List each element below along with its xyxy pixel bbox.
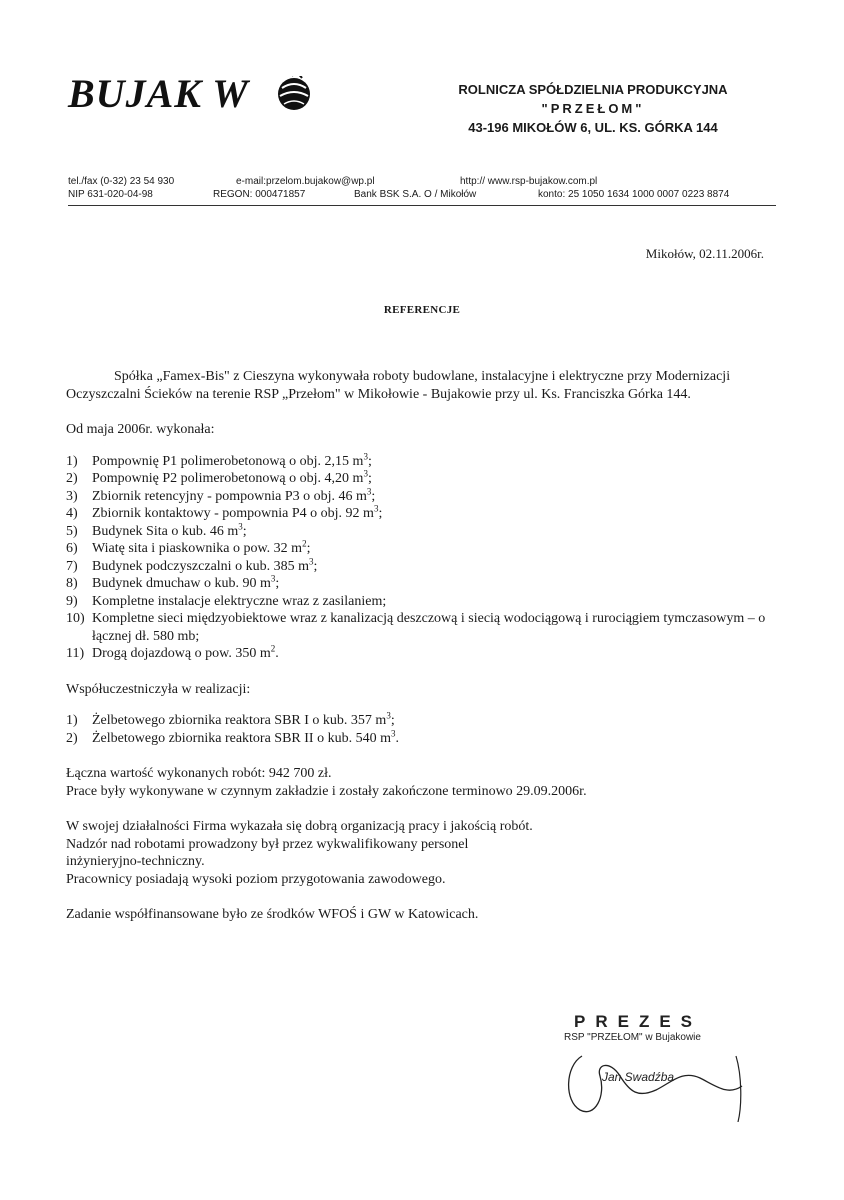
intro-paragraph: Spółka „Famex-Bis" z Cieszyna wykonywała roboty budowlane, instalacyjne i elektryczne przy Modernizacji Oczyszczalni Ścieków na terenie RSP „Przełom" w Mikołowie - Bujakowie przy ul. Ks. Franciszka Górka 144.: [66, 369, 731, 402]
list-punct: .: [275, 646, 279, 661]
quality-line: inżynieryjno-techniczny.: [66, 854, 205, 869]
contact-email: e-mail:przelom.bujakow@wp.pl: [236, 176, 375, 187]
list-punct: .: [395, 730, 399, 746]
logo-text: BUJAK W: [68, 71, 249, 116]
contact-account: konto: 25 1050 1634 1000 0007 0223 8874: [538, 189, 730, 200]
list-number: 9): [66, 593, 78, 609]
list-item: [66, 505, 766, 523]
list-item: [66, 470, 766, 488]
contact-nip: NIP 631-020-04-98: [68, 189, 153, 200]
list-number: 3): [66, 488, 78, 504]
company-header: [428, 80, 758, 137]
list-item: [66, 555, 766, 576]
list-punct: ;: [313, 558, 318, 574]
list-number: 2): [66, 471, 78, 486]
unit-exponent: 2: [270, 643, 276, 654]
list-number: 1): [66, 713, 78, 728]
quality-line: Pracownicy posiadają wysoki poziom przygotowania zawodowego.: [66, 871, 446, 887]
list-text: Pompownię P1 polimerobetonową o obj. 2,15 m: [92, 453, 364, 469]
company-logo: [68, 70, 358, 120]
company-address: 43-196 MIKOŁÓW 6, UL. KS. GÓRKA 144: [468, 120, 718, 135]
list-item: [66, 485, 766, 506]
unit-exponent: 3: [390, 727, 396, 738]
value-line: Łączna wartość wykonanych robót: 942 700 zł.: [66, 766, 332, 781]
unit-exponent: 3: [363, 450, 368, 461]
list-number: 5): [66, 523, 78, 539]
list-punct: ;: [275, 576, 280, 591]
list-punct: ;: [378, 506, 383, 521]
contact-tel: tel./fax (0-32) 23 54 930: [68, 176, 175, 187]
works-list: [66, 450, 766, 663]
quality-line: Nadzór nad robotami prowadzony był przez wykwalifikowany personel: [66, 836, 469, 852]
list-item: [66, 575, 766, 593]
list-text: Żelbetowego zbiornika reaktora SBR II o kub. 540 m: [92, 730, 391, 746]
contact-web: http:// www.rsp-bujakow.com.pl: [460, 176, 598, 187]
logo-ball-icon: [276, 76, 312, 112]
list-number: 11): [66, 646, 85, 661]
unit-exponent: 2: [302, 538, 307, 549]
company-name: ROLNICZA SPÓŁDZIELNIA PRODUKCYJNA: [458, 82, 728, 97]
list-text: Żelbetowego zbiornika reaktora SBR I o kub. 357 m: [92, 713, 387, 728]
list-item: [66, 610, 766, 645]
stamp-title: PREZES: [574, 1012, 703, 1031]
unit-exponent: 3: [308, 555, 314, 566]
contact-regon: REGON: 000471857: [213, 189, 306, 200]
list-number: 6): [66, 541, 78, 556]
list-number: 2): [66, 730, 78, 746]
quality-line: W swojej działalności Firma wykazała się dobrą organizacją pracy i jakością robót.: [66, 819, 533, 834]
list-text: Budynek Sita o kub. 46 m: [92, 523, 239, 539]
list-text: Kompletne sieci międzyobiektowe wraz z kanalizacją deszczową i siecią wodociągową i rurociągiem tymczasowym – o łącznej dł. 580 mb;: [92, 611, 766, 644]
list-item: [66, 645, 766, 663]
document-date: Mikołów, 02.11.2006r.: [645, 246, 764, 261]
unit-exponent: 3: [373, 503, 379, 514]
stamp-org: RSP "PRZEŁOM" w Bujakowie: [564, 1032, 701, 1043]
list-text: Zbiornik kontaktowy - pompownia P4 o obj. 92 m: [92, 506, 374, 521]
unit-exponent: 3: [238, 520, 243, 531]
company-brand: "PRZEŁOM": [541, 101, 645, 116]
list-text: Budynek dmuchaw o kub. 90 m: [92, 576, 271, 591]
header-divider: [68, 205, 776, 206]
list-item: [66, 540, 766, 558]
list-text: Zbiornik retencyjny - pompownia P3 o obj. 46 m: [92, 488, 367, 504]
list-item: [66, 727, 766, 748]
list-number: 10): [66, 611, 85, 626]
list-item: [66, 712, 766, 730]
completion-line: Prace były wykonywane w czynnym zakładzie i zostały zakończone terminowo 29.09.2006r.: [66, 783, 587, 799]
list-number: 7): [66, 558, 78, 574]
list-item: [66, 593, 766, 611]
contact-info: [68, 176, 778, 202]
list-text: Kompletne instalacje elektryczne wraz z zasilaniem;: [92, 593, 387, 609]
unit-exponent: 3: [363, 468, 368, 479]
unit-exponent: 3: [386, 710, 391, 721]
list-item: [66, 520, 766, 541]
list-text: Drogą dojazdową o pow. 350 m: [92, 646, 271, 661]
list-punct: ;: [371, 488, 376, 504]
document-title: REFERENCJE: [383, 304, 461, 316]
list-punct: ;: [242, 523, 247, 539]
list-punct: ;: [306, 541, 311, 556]
list-number: 8): [66, 576, 78, 591]
list-text: Budynek podczyszczalni o kub. 385 m: [92, 558, 309, 574]
cooperation-list: [66, 712, 766, 747]
funding-line: Zadanie współfinansowane było ze środków WFOŚ i GW w Katowicach.: [66, 907, 479, 922]
section1-heading: Od maja 2006r. wykonała:: [66, 422, 215, 437]
stamp-name: Jan Swadźba: [602, 1070, 675, 1084]
unit-exponent: 3: [270, 573, 276, 584]
list-number: 1): [66, 453, 78, 469]
list-punct: ;: [390, 713, 395, 728]
list-text: Wiatę sita i piaskownika o pow. 32 m: [92, 541, 303, 556]
contact-bank: Bank BSK S.A. O / Mikołów: [354, 189, 477, 200]
list-number: 4): [66, 506, 78, 521]
list-punct: ;: [367, 471, 372, 486]
section2-heading: Współuczestniczyła w realizacji:: [66, 681, 251, 697]
letter-body: [66, 368, 766, 924]
list-text: Pompownię P2 polimerobetonową o obj. 4,20 m: [92, 471, 364, 486]
list-item: [66, 450, 766, 471]
unit-exponent: 3: [366, 485, 372, 496]
president-stamp: [560, 1012, 760, 1122]
list-punct: ;: [367, 453, 372, 469]
